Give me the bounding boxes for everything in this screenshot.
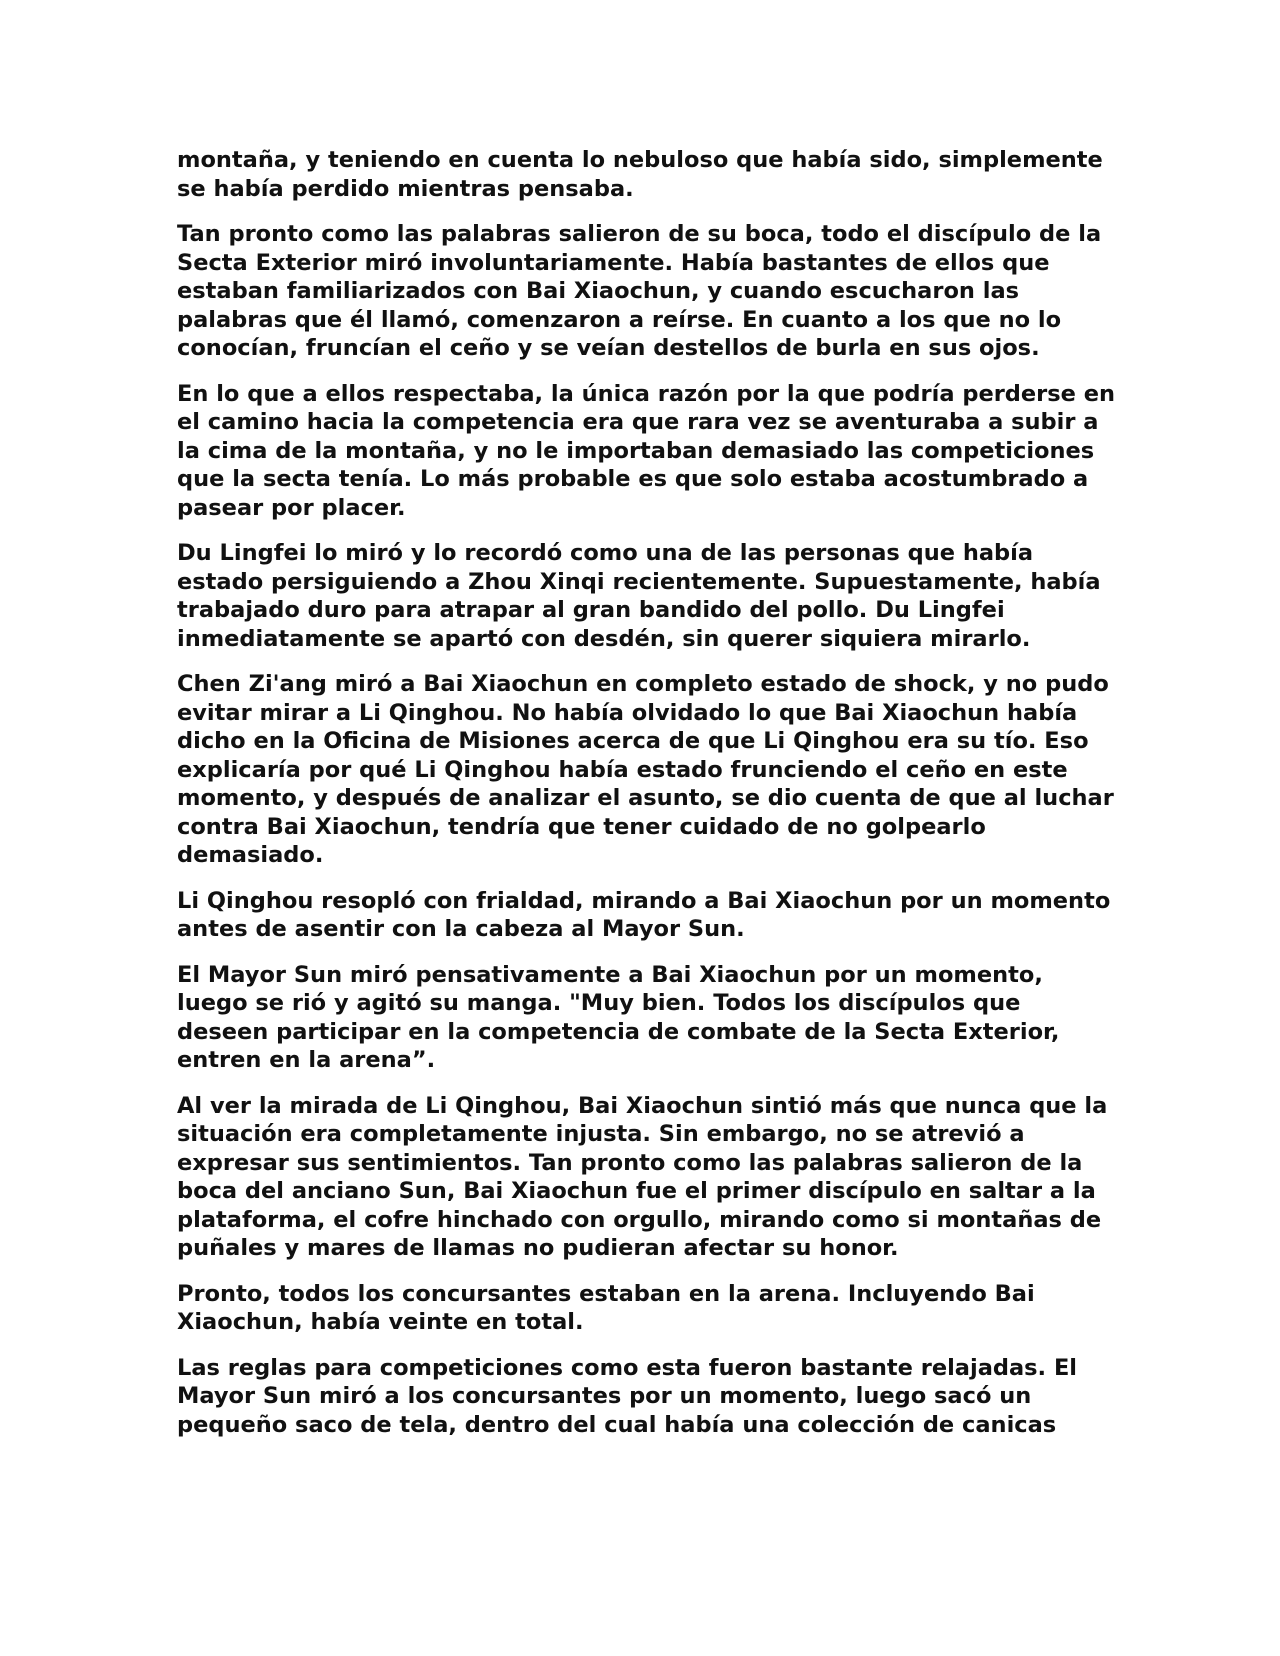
paragraph: Las reglas para competiciones como esta fueron bastante relajadas. El Mayor Sun miró a los concursantes por un momento, luego sacó un pequeño saco de tela, dentro del cual había una colección de canicas — [177, 1354, 1078, 1438]
paragraph: El Mayor Sun miró pensativamente a Bai Xiaochun por un momento, luego se rió y agitó su manga. "Muy bien. Todos los discípulos que deseen participar en la competencia de combate de la Secta Exterior, entren en la arena”. — [177, 961, 1060, 1073]
paragraph: montaña, y teniendo en cuenta lo nebuloso que había sido, simplemente se había perdido mientras pensaba. — [177, 147, 1103, 202]
paragraph: Chen Zi'ang miró a Bai Xiaochun en completo estado de shock, y no pudo evitar mirar a Li Qinghou. No había olvidado lo que Bai Xiaochun había dicho en la Oficina de Misiones acerca de que Li Qinghou era su tío. Eso explicaría por qué Li Qinghou había estado frunciendo el ceño en este momento, y después de analizar el asunto, se dio cuenta de que al luchar contra Bai Xiaochun, tendría que tener cuidado de no golpearlo demasiado. — [177, 671, 1114, 868]
paragraph: Du Lingfei lo miró y lo recordó como una de las personas que había estado persiguiendo a Zhou Xinqi recientemente. Supuestamente, había trabajado duro para atrapar al gran bandido del pollo. Du Lingfei inmediatamente se apartó con desdén, sin querer siquiera mirarlo. — [177, 540, 1101, 652]
paragraph: Tan pronto como las palabras salieron de su boca, todo el discípulo de la Secta Exterior miró involuntariamente. Había bastantes de ellos que estaban familiarizados con Bai Xiaochun, y cuando escucharon las palabras que él llamó, comenzaron a reírse. En cuanto a los que no lo conocían, fruncían el ceño y se veían destellos de burla en sus ojos. — [177, 221, 1102, 361]
paragraph: En lo que a ellos respectaba, la única razón por la que podría perderse en el camino hacia la competencia era que rara vez se aventuraba a subir a la cima de la montaña, y no le importaban demasiado las competiciones que la secta tenía. Lo más probable es que solo estaba acostumbrado a pasear por placer. — [177, 380, 1116, 521]
document-body — [177, 146, 1117, 1456]
paragraph: Al ver la mirada de Li Qinghou, Bai Xiaochun sintió más que nunca que la situación era completamente injusta. Sin embargo, no se atrevió a expresar sus sentimientos. Tan pronto como las palabras salieron de la boca del anciano Sun, Bai Xiaochun fue el primer discípulo en saltar a la plataforma, el cofre hinchado con orgullo, mirando como si montañas de puñales y mares de llamas no pudieran afectar su honor. — [177, 1092, 1108, 1261]
paragraph: Li Qinghou resopló con frialdad, mirando a Bai Xiaochun por un momento antes de asentir con la cabeza al Mayor Sun. — [177, 887, 1111, 942]
paragraph: Pronto, todos los concursantes estaban en la arena. Incluyendo Bai Xiaochun, había veinte en total. — [177, 1280, 1035, 1335]
